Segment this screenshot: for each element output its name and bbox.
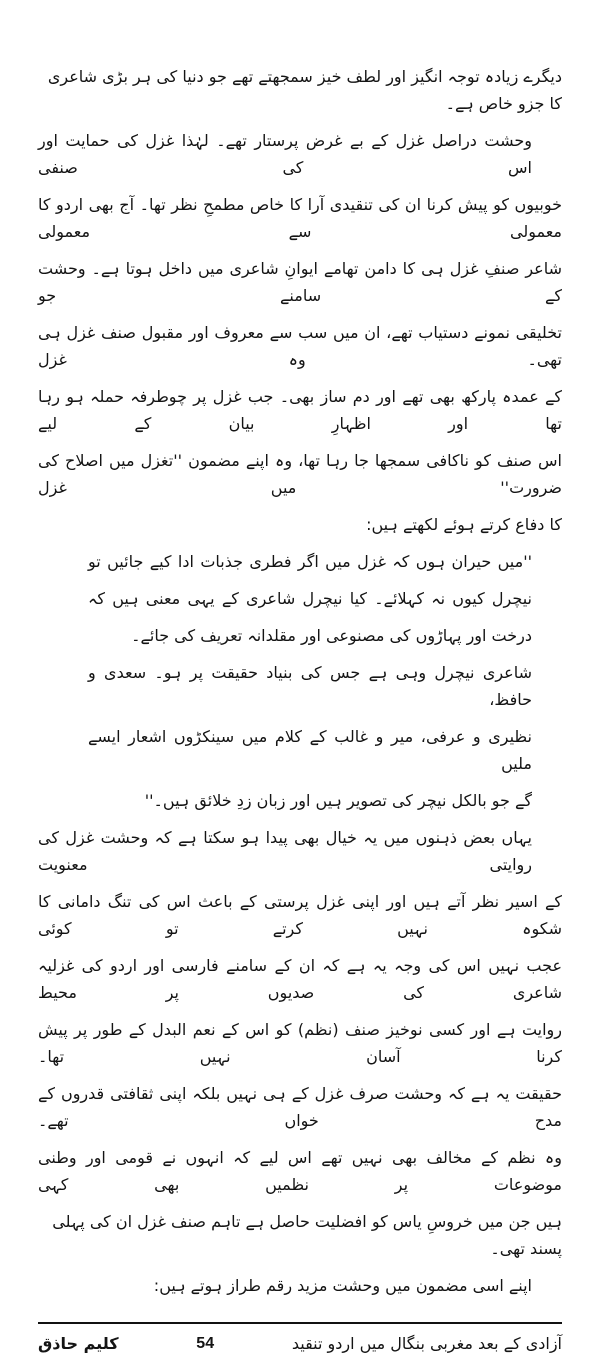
body-line: شاعر صنفِ غزل ہی کا دامن تھامے ایوانِ شاعری میں داخل ہوتا ہے۔ وحشت کے سامنے جو — [38, 259, 562, 305]
footer-book-title: آزادی کے بعد مغربی بنگال میں اردو تنقید — [291, 1334, 562, 1353]
body-line: وحشت دراصل غزل کے بے غرض پرستار تھے۔ لہٰذا غزل کی حمایت اور اس کی صنفی — [38, 131, 532, 177]
body-line: عجب نہیں اس کی وجہ یہ ہے کہ ان کے سامنے فارسی اور اردو کی غزلیہ شاعری کی صدیوں پر محیط — [38, 956, 562, 1002]
body-line: یہاں بعض ذہنوں میں یہ خیال بھی پیدا ہو سکتا ہے کہ وحشت غزل کی روایتی معنویت — [38, 828, 532, 874]
body-line: حقیقت یہ ہے کہ وحشت صرف غزل کے ہی نہیں بلکہ اپنی ثقافتی قدروں کے مدح خواں تھے۔ — [38, 1084, 562, 1130]
body-line: کا دفاع کرتے ہوئے لکھتے ہیں: — [366, 515, 562, 534]
quote-line: ''میں حیران ہوں کہ غزل میں اگر فطری جذبات ادا کیے جائیں تو — [88, 552, 532, 571]
quote-line: نیچرل کیوں نہ کہلائے۔ کیا نیچرل شاعری کے یہی معنی ہیں کہ — [88, 589, 532, 608]
page-number: 54 — [196, 1335, 215, 1352]
body-line: وہ نظم کے مخالف بھی نہیں تھے اس لیے کہ انہوں نے قومی اور وطنی موضوعات پر نظمیں بھی کہی — [38, 1148, 562, 1194]
footer-author: کلیم حاذق — [38, 1334, 119, 1353]
footer — [38, 1304, 562, 1356]
quote-line: نظیری و عرفی، میر و غالب کے کلام میں سینکڑوں اشعار ایسے ملیں — [88, 727, 532, 773]
quote-line: درخت اور پہاڑوں کی مصنوعی اور مقلدانہ تعریف کی جائے۔ — [131, 626, 532, 645]
body-line: روایت ہے اور کسی نوخیز صنف (نظم) کو اس کے نعم البدل کے طور پر پیش کرنا آسان نہیں تھا۔ — [38, 1020, 562, 1066]
body-line: اس صنف کو ناکافی سمجھا جا رہا تھا، وہ اپنے مضمون ''تغزل میں اصلاح کی ضرورت'' میں غزل — [38, 451, 562, 497]
body-line: کے عمدہ پارکھ بھی تھے اور دم ساز بھی۔ جب غزل پر چوطرفہ حملہ ہو رہا تھا اور اظہارِ بیان کے لیے — [38, 387, 562, 433]
body-line: تخلیقی نمونے دستیاب تھے، ان میں سب سے معروف اور مقبول صنف غزل ہی تھی۔ وہ غزل — [38, 323, 562, 369]
body-line: خوبیوں کو پیش کرنا ان کی تنقیدی آرا کا خاص مطمحِ نظر تھا۔ آج بھی اردو کا معمولی سے معمولی — [38, 195, 562, 241]
quote-line: شاعری نیچرل وہی ہے جس کی بنیاد حقیقت پر ہو۔ سعدی و حافظ، — [88, 663, 532, 709]
body-line: ہیں جن میں خروسِ یاس کو افضلیت حاصل ہے تاہم صنف غزل ان کی پہلی پسند تھی۔ — [52, 1212, 562, 1258]
body-line: دیگرے زیادہ توجہ انگیز اور لطف خیز سمجھتے تھے جو دنیا کی ہر بڑی شاعری کا جزو خاص ہے۔ — [47, 67, 562, 113]
body-line: کے اسیر نظر آتے ہیں اور اپنی غزل پرستی کے باعث اس کی تنگ دامانی کا شکوہ نہیں کرتے تو کوئی — [38, 892, 562, 938]
body-line: اپنے اسی مضمون میں وحشت مزید رقم طراز ہوتے ہیں: — [153, 1276, 532, 1295]
quote-line: گے جو بالکل نیچر کی تصویر ہیں اور زبان زدِ خلائق ہیں۔'' — [144, 791, 532, 810]
